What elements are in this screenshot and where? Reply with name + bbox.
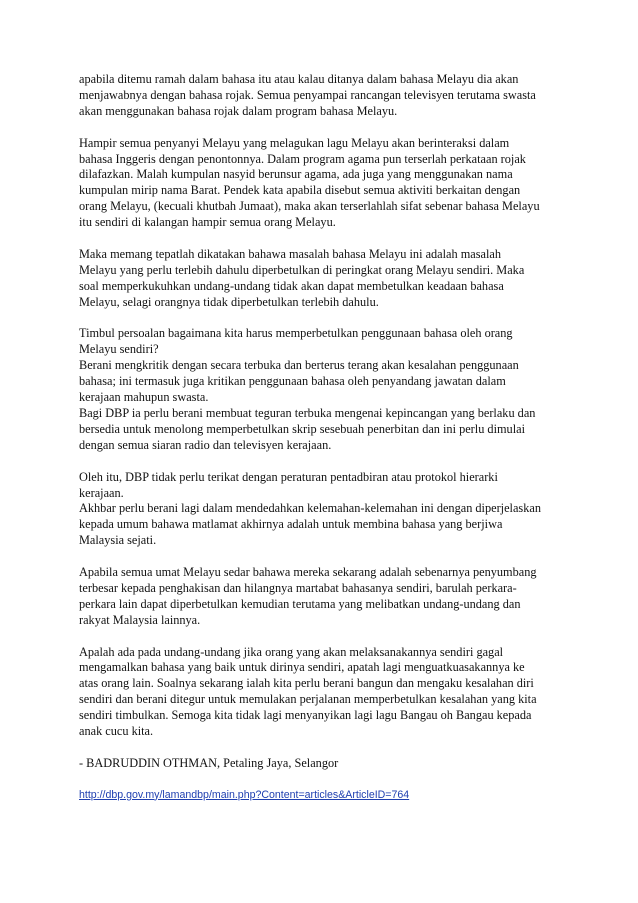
text-line: Apabila semua umat Melayu sedar bahawa mereka sekarang adalah sebenarnya penyumbang [79, 565, 537, 580]
paragraph [79, 565, 571, 629]
text-line: Akhbar perlu berani lagi dalam mendedahkan kelemahan-kelemahan ini dengan diperjelaskan [79, 501, 541, 516]
source-link[interactable]: http://dbp.gov.my/lamandbp/main.php?Content=articles&ArticleID=764 [79, 788, 410, 801]
text-line: Melayu sendiri? [79, 342, 159, 357]
text-line: kumpulan mirip nama Barat. Pendek kata apabila disebut semua aktiviti berkaitan dengan [79, 183, 521, 198]
text-line: itu sendiri di kalangan hampir semua orang Melayu. [79, 215, 336, 230]
text-line: - BADRUDDIN OTHMAN, Petaling Jaya, Selangor [79, 755, 339, 770]
paragraph [79, 247, 571, 311]
paragraph [79, 470, 571, 550]
text-line: orang Melayu, (kecuali khutbah Jumaat), maka akan terserlahlah sifat sebenar bahasa Melayu [79, 199, 540, 214]
text-line: soal memperkukuhkan undang-undang tidak akan dapat membetulkan keadaan bahasa [79, 278, 504, 293]
text-line: bahasa; ini termasuk juga kritikan penggunaan bahasa oleh penyandang jawatan dalam [79, 374, 506, 389]
text-line: dengan semua siaran radio dan televisyen kerajaan. [79, 437, 332, 452]
text-line: atas orang lain. Soalnya sekarang ialah kita perlu berani bangun dan mengaku kesalahan diri [79, 676, 534, 691]
text-line: Melayu, selagi orangnya tidak diperbetulkan terlebih dahulu. [79, 294, 379, 309]
text-line: apabila ditemu ramah dalam bahasa itu atau kalau ditanya dalam bahasa Melayu dia akan [79, 72, 519, 86]
text-line: Bagi DBP ia perlu berani membuat teguran terbuka mengenai kepincangan yang berlaku dan [79, 405, 536, 420]
text-line: Malaysia sejati. [79, 533, 157, 548]
text-line: sendiri dan berani ditegur untuk memulakan perjalanan memperbetulkan kesalahan yang kita [79, 692, 537, 707]
text-line: Berani mengkritik dengan secara terbuka dan berterus terang akan kesalahan penggunaan [79, 358, 519, 373]
text-line: sendiri timbulkan. Semoga kita tidak lagi menyanyikan lagi lagu Bangau oh Bangau kepada [79, 708, 532, 723]
paragraph [79, 756, 571, 772]
text-line: Melayu yang perlu terlebih dahulu diperbetulkan di peringkat orang Melayu sendiri. Maka [79, 262, 525, 277]
paragraph [79, 326, 571, 453]
article-body [79, 72, 571, 772]
paragraph [79, 72, 571, 120]
text-line: Maka memang tepatlah dikatakan bahawa masalah bahasa Melayu ini adalah masalah [79, 246, 502, 261]
text-line: Timbul persoalan bagaimana kita harus memperbetulkan penggunaan bahasa oleh orang [79, 326, 513, 341]
text-line: anak cucu kita. [79, 724, 154, 739]
text-line: terbesar kepada penghakisan dan hilangnya martabat bahasanya sendiri, barulah perkara- [79, 580, 517, 595]
text-line: Hampir semua penyanyi Melayu yang melagukan lagu Melayu akan berinteraksi dalam [79, 135, 510, 150]
text-line: mengamalkan bahasa yang baik untuk dirinya sendiri, apatah lagi menguatkuasakannya ke [79, 660, 525, 675]
text-line: kerajaan. [79, 485, 124, 500]
text-line: perkara lain dapat diperbetulkan kemudian terutama yang melibatkan undang-undang dan [79, 596, 521, 611]
text-line: Apalah ada pada undang-undang jika orang yang akan melaksanakannya sendiri gagal [79, 644, 504, 659]
text-line: Oleh itu, DBP tidak perlu terikat dengan peraturan pentadbiran atau protokol hierarki [79, 469, 498, 484]
text-line: kerajaan mahupun swasta. [79, 390, 209, 405]
text-line: kepada umum bahawa matlamat akhirnya adalah untuk membina bahasa yang berjiwa [79, 517, 503, 532]
paragraph [79, 136, 571, 231]
text-line: menjawabnya dengan bahasa rojak. Semua penyampai rancangan televisyen terutama swasta [79, 87, 536, 102]
paragraph [79, 645, 571, 740]
text-line: bersedia untuk menolong memperbetulkan skrip sesebuah penerbitan dan ini perlu dimulai [79, 421, 525, 436]
text-line: bahasa Inggeris dengan penontonnya. Dalam program agama pun terserlah perkataan rojak [79, 151, 526, 166]
text-line: dilafazkan. Malah kumpulan nasyid berunsur agama, ada juga yang menggunakan nama [79, 167, 513, 182]
text-line: akan menggunakan bahasa rojak dalam program bahasa Melayu. [79, 103, 398, 118]
document-page [79, 72, 571, 802]
text-line: rakyat Malaysia lainnya. [79, 612, 201, 627]
